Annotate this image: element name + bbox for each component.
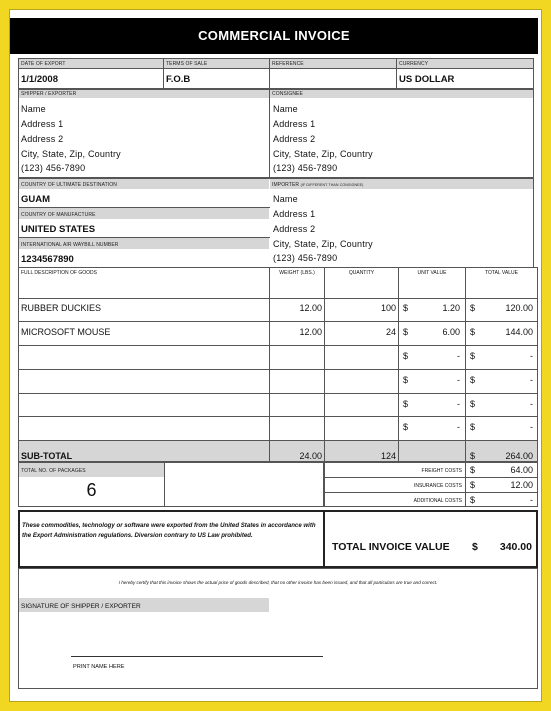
freight-currency: $ — [470, 465, 476, 475]
consignee-address-2[interactable]: Address 2 — [273, 134, 316, 144]
row-unit-value[interactable]: 6.00 — [442, 327, 460, 337]
packages-label: TOTAL NO. OF PACKAGES — [21, 468, 86, 474]
row-weight[interactable]: 12.00 — [299, 327, 322, 337]
print-name-label: PRINT NAME HERE — [73, 664, 125, 670]
print-name-line[interactable] — [71, 656, 323, 657]
total-invoice-value: 340.00 — [499, 541, 532, 553]
export-notice: These commodities, technology or software were exported from the United States in accordance with the Export Administration regulations. Diversion contrary to US Law prohibited. — [22, 522, 316, 539]
packages-value[interactable]: 6 — [86, 480, 97, 500]
destination-label: COUNTRY OF ULTIMATE DESTINATION — [21, 182, 117, 188]
importer-phone[interactable]: (123) 456-7890 — [273, 253, 338, 263]
row-total-value: - — [530, 399, 533, 409]
header-quantity: QUANTITY — [348, 270, 375, 276]
header-description: FULL DESCRIPTION OF GOODS — [21, 270, 97, 276]
total-invoice-currency: $ — [472, 541, 478, 553]
currency-value[interactable]: US DOLLAR — [399, 74, 455, 85]
insurance-currency: $ — [470, 480, 476, 490]
row-quantity[interactable]: 100 — [380, 303, 396, 313]
subtotal-currency: $ — [470, 451, 476, 461]
airwaybill-label: INTERNATIONAL AIR WAYBILL NUMBER — [21, 242, 119, 248]
total-invoice-label: TOTAL INVOICE VALUE — [332, 541, 450, 553]
row-unit-value[interactable]: - — [457, 399, 460, 409]
terms-label: TERMS OF SALE — [166, 61, 208, 67]
row-total-currency: $ — [470, 327, 476, 337]
destination-value[interactable]: GUAM — [21, 194, 51, 205]
terms-value[interactable]: F.O.B — [166, 74, 191, 85]
importer-address-2[interactable]: Address 2 — [273, 224, 316, 234]
row-unit-currency: $ — [403, 375, 409, 385]
currency-label: CURRENCY — [399, 61, 429, 67]
row-total-value: 120.00 — [505, 303, 533, 313]
subtotal-label: SUB-TOTAL — [21, 451, 73, 461]
importer-address-1[interactable]: Address 1 — [273, 209, 316, 219]
subtotal-total: 264.00 — [505, 451, 533, 461]
row-weight[interactable]: 12.00 — [299, 303, 322, 313]
blank-box — [164, 462, 324, 507]
header-unit-value: UNIT VALUE — [417, 270, 447, 276]
importer-name[interactable]: Name — [273, 194, 298, 204]
consignee-name[interactable]: Name — [273, 104, 298, 114]
additional-currency: $ — [470, 495, 476, 505]
reference-label: REFERENCE — [272, 61, 304, 67]
shipper-label: SHIPPER / EXPORTER — [21, 91, 77, 97]
importer-label: IMPORTER (IF DIFFERENT THAN CONSIGNEE) — [272, 182, 364, 188]
row-total-value: - — [530, 422, 533, 432]
row-unit-value[interactable]: - — [457, 351, 460, 361]
row-unit-currency: $ — [403, 399, 409, 409]
insurance-costs-label: INSURANCE COSTS — [413, 483, 462, 489]
header-weight: WEIGHT (LBS.) — [279, 270, 315, 276]
row-total-currency: $ — [470, 351, 476, 361]
additional-costs-label: ADDITIONAL COSTS — [413, 498, 462, 504]
shipper-phone[interactable]: (123) 456-7890 — [21, 163, 86, 173]
signature-label: SIGNATURE OF SHIPPER / EXPORTER — [21, 603, 141, 610]
subtotal-qty: 124 — [380, 451, 396, 461]
row-unit-currency: $ — [403, 351, 409, 361]
row-total-value: - — [530, 351, 533, 361]
row-total-currency: $ — [470, 303, 476, 313]
row-unit-value[interactable]: 1.20 — [442, 303, 460, 313]
shipper-address-2[interactable]: Address 2 — [21, 134, 64, 144]
certification-text: I hereby certify that this invoice shows the actual price of goods described, that no other invoice has been issued, and that all particulars are true and correct. — [118, 580, 438, 585]
manufacture-value[interactable]: UNITED STATES — [21, 224, 96, 235]
manufacture-label: COUNTRY OF MANUFACTURE — [21, 212, 96, 218]
importer-note: (IF DIFFERENT THAN CONSIGNEE) — [300, 183, 364, 187]
invoice-title: COMMERCIAL INVOICE — [10, 18, 538, 54]
row-total-value: - — [530, 375, 533, 385]
row-total-currency: $ — [470, 422, 476, 432]
row-unit-currency: $ — [403, 327, 409, 337]
freight-costs-value[interactable]: 64.00 — [510, 465, 533, 475]
importer-city[interactable]: City, State, Zip, Country — [273, 239, 373, 249]
shipper-city[interactable]: City, State, Zip, Country — [21, 149, 121, 159]
shipper-address-1[interactable]: Address 1 — [21, 119, 64, 129]
header-total-value: TOTAL VALUE — [485, 270, 518, 276]
row-total-currency: $ — [470, 375, 476, 385]
insurance-costs-value[interactable]: 12.00 — [510, 480, 533, 490]
consignee-city[interactable]: City, State, Zip, Country — [273, 149, 373, 159]
additional-costs-value[interactable]: - — [530, 495, 533, 505]
freight-costs-label: FREIGHT COSTS — [421, 468, 462, 474]
row-quantity[interactable]: 24 — [385, 327, 396, 337]
row-unit-value[interactable]: - — [457, 422, 460, 432]
row-unit-currency: $ — [403, 422, 409, 432]
subtotal-weight: 24.00 — [299, 451, 322, 461]
row-total-currency: $ — [470, 399, 476, 409]
shipper-name[interactable]: Name — [21, 104, 46, 114]
row-description[interactable]: MICROSOFT MOUSE — [21, 327, 111, 337]
date-value[interactable]: 1/1/2008 — [21, 74, 58, 85]
date-label: DATE OF EXPORT — [21, 61, 66, 67]
row-unit-value[interactable]: - — [457, 375, 460, 385]
consignee-phone[interactable]: (123) 456-7890 — [273, 163, 338, 173]
row-total-value: 144.00 — [505, 327, 533, 337]
airwaybill-value[interactable]: 1234567890 — [21, 254, 74, 265]
consignee-address-1[interactable]: Address 1 — [273, 119, 316, 129]
row-description[interactable]: RUBBER DUCKIES — [21, 303, 102, 313]
consignee-label: CONSIGNEE — [272, 91, 303, 97]
row-unit-currency: $ — [403, 303, 409, 313]
signature-section — [18, 568, 538, 689]
